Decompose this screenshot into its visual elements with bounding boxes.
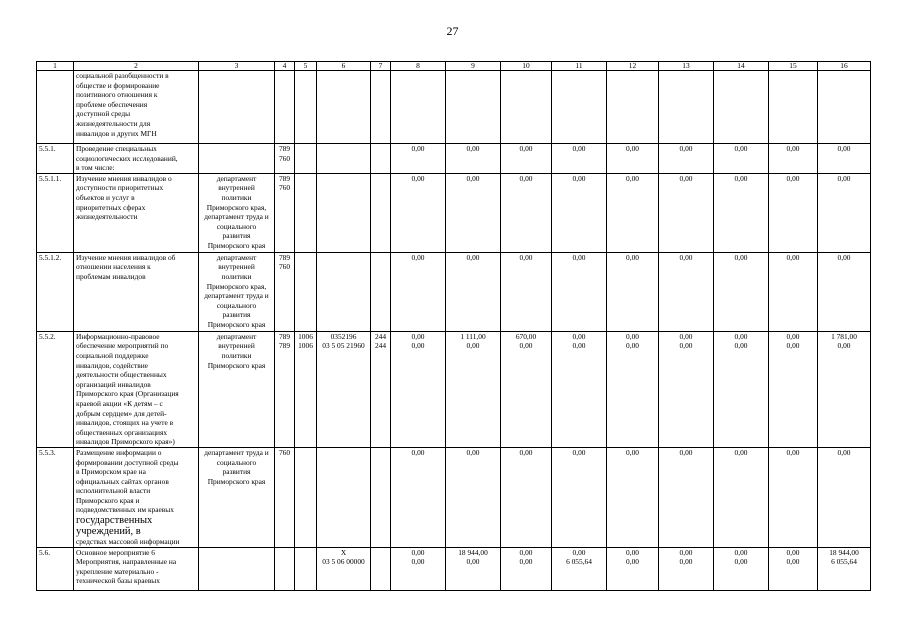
cell-line: 0,00 bbox=[411, 547, 425, 557]
cell-line: 0,00 bbox=[837, 173, 851, 183]
cell-line: 0,00 bbox=[519, 341, 533, 351]
cell-line: 789 bbox=[278, 144, 291, 153]
cell-line: объектов и услуг в bbox=[76, 192, 135, 202]
amount-cell bbox=[769, 71, 818, 144]
cell-line: социальной разобщенности в bbox=[76, 71, 169, 80]
cell-line: 0,00 bbox=[519, 252, 533, 262]
cell-line: 0,00 bbox=[572, 144, 586, 153]
cell-line: Приморского края (Организация bbox=[76, 389, 179, 399]
column-header: 15 bbox=[769, 62, 818, 71]
cell-line: 789 bbox=[278, 331, 291, 341]
amount-cell bbox=[391, 173, 446, 252]
cell-line: 0,00 bbox=[519, 447, 533, 457]
cell-line: проблеме обеспечения bbox=[76, 99, 148, 109]
cell-line: 0,00 bbox=[411, 144, 425, 153]
column-header: 3 bbox=[199, 62, 275, 71]
cell-line: политики bbox=[221, 271, 252, 281]
amount-cell bbox=[607, 252, 659, 331]
cell-line: 03 5 06 00000 bbox=[322, 557, 365, 567]
cell-line: краевой акции «К детям – с bbox=[76, 398, 163, 408]
amount-cell bbox=[818, 144, 871, 174]
amount-cell bbox=[769, 252, 818, 331]
cell-line: 18 944,00 bbox=[458, 547, 488, 557]
cell-line: 0,00 bbox=[411, 447, 425, 457]
row-number: 5.5.1.1. bbox=[37, 173, 74, 252]
amount-cell bbox=[769, 173, 818, 252]
cell-line: обеспечение мероприятий по bbox=[76, 341, 169, 351]
amount-cell bbox=[714, 447, 769, 547]
cell-line: инвалидов Приморского края») bbox=[76, 437, 175, 447]
activity-name bbox=[74, 71, 199, 144]
cell-line: доступной среды bbox=[76, 109, 131, 119]
cell-line: 0,00 bbox=[679, 331, 693, 341]
table-row bbox=[37, 71, 871, 144]
cell-line: организаций инвалидов bbox=[76, 379, 151, 389]
amount-cell bbox=[769, 447, 818, 547]
amount-cell bbox=[552, 547, 607, 590]
amount-cell bbox=[818, 252, 871, 331]
cell-line: позитивного отношения к bbox=[76, 90, 158, 100]
cell-line: 0,00 bbox=[411, 341, 425, 351]
target-article-code bbox=[317, 71, 371, 144]
activity-name bbox=[74, 547, 199, 590]
section-code bbox=[295, 173, 317, 252]
cell-line: 0,00 bbox=[734, 557, 748, 567]
budget-code-gr bbox=[275, 447, 295, 547]
cell-line: 0,00 bbox=[466, 144, 480, 153]
row-number: 5.5.1.2. bbox=[37, 252, 74, 331]
amount-cell bbox=[659, 173, 714, 252]
cell-line: Мероприятия, направленные на bbox=[76, 557, 177, 567]
cell-line: 0,00 bbox=[626, 252, 639, 262]
amount-cell bbox=[552, 447, 607, 547]
cell-line: внутренней bbox=[218, 183, 255, 193]
activity-name bbox=[74, 173, 199, 252]
cell-line: Приморского края bbox=[207, 240, 266, 250]
cell-line: 18 944,00 bbox=[829, 547, 859, 557]
amount-cell bbox=[818, 331, 871, 447]
cell-line: технической базы краевых bbox=[76, 576, 160, 586]
amount-cell bbox=[391, 144, 446, 174]
cell-line: 0,00 bbox=[519, 144, 533, 153]
cell-line: 0,00 bbox=[786, 252, 800, 262]
cell-line: развития bbox=[222, 231, 251, 241]
amount-cell bbox=[446, 547, 501, 590]
column-header: 16 bbox=[818, 62, 871, 71]
cell-line: Приморского края и bbox=[76, 495, 140, 505]
row-number: 5.5.3. bbox=[37, 447, 74, 547]
amount-cell bbox=[714, 144, 769, 174]
amount-cell bbox=[607, 331, 659, 447]
responsible-executor bbox=[199, 71, 275, 144]
amount-cell bbox=[769, 144, 818, 174]
cell-line: 244 bbox=[374, 331, 387, 341]
table-row bbox=[37, 252, 871, 331]
expense-type-code bbox=[371, 547, 391, 590]
cell-line: 0,00 bbox=[679, 173, 693, 183]
cell-line: 1 781,00 bbox=[831, 331, 857, 341]
target-article-code bbox=[317, 447, 371, 547]
column-header: 2 bbox=[74, 62, 199, 71]
amount-cell bbox=[501, 447, 552, 547]
cell-line: 0,00 bbox=[679, 547, 693, 557]
section-code bbox=[295, 144, 317, 174]
row-number: 5.6. bbox=[37, 547, 74, 590]
budget-code-gr bbox=[275, 252, 295, 331]
cell-line: 0,00 bbox=[679, 447, 693, 457]
cell-line: 760 bbox=[278, 447, 291, 457]
cell-line: 0,00 bbox=[626, 547, 639, 557]
cell-line: формировании доступной среды bbox=[76, 457, 179, 467]
cell-line: 0,00 bbox=[572, 331, 586, 341]
cell-line: департамент bbox=[216, 252, 257, 262]
amount-cell bbox=[714, 252, 769, 331]
expense-type-code bbox=[371, 331, 391, 447]
cell-line: обществе и формирование bbox=[76, 80, 160, 90]
table-row bbox=[37, 144, 871, 174]
cell-line: Изучение мнения инвалидов о bbox=[76, 173, 172, 183]
amount-cell bbox=[446, 144, 501, 174]
row-number bbox=[37, 71, 74, 144]
amount-cell bbox=[659, 252, 714, 331]
amount-cell bbox=[391, 447, 446, 547]
amount-cell bbox=[552, 144, 607, 174]
cell-line: государственных учреждений, в bbox=[76, 515, 153, 538]
cell-line: Приморского края bbox=[207, 319, 266, 329]
cell-line: средствах массовой информации bbox=[76, 537, 180, 547]
cell-line: 0,00 bbox=[411, 252, 425, 262]
cell-line: 0,00 bbox=[572, 252, 586, 262]
cell-line: приоритетных сферах bbox=[76, 202, 146, 212]
amount-cell bbox=[714, 173, 769, 252]
cell-line: Проведение специальных bbox=[76, 144, 157, 153]
cell-line: Приморского края bbox=[207, 476, 266, 486]
cell-line: Приморского края, bbox=[206, 281, 267, 291]
responsible-executor bbox=[199, 447, 275, 547]
amount-cell bbox=[501, 331, 552, 447]
column-header: 4 bbox=[275, 62, 295, 71]
column-header: 9 bbox=[446, 62, 501, 71]
amount-cell bbox=[501, 252, 552, 331]
cell-line: X bbox=[340, 547, 347, 557]
cell-line: 0,00 bbox=[679, 557, 693, 567]
activity-name bbox=[74, 252, 199, 331]
cell-line: Информационно-правовое bbox=[76, 331, 160, 341]
cell-line: 0,00 bbox=[837, 144, 851, 153]
amount-cell bbox=[659, 71, 714, 144]
cell-line: социального bbox=[216, 457, 257, 467]
budget-code-gr bbox=[275, 547, 295, 590]
expense-type-code bbox=[371, 144, 391, 174]
amount-cell bbox=[552, 71, 607, 144]
cell-line: официальных сайтах органов bbox=[76, 476, 169, 486]
amount-cell bbox=[659, 331, 714, 447]
amount-cell bbox=[446, 252, 501, 331]
target-article-code bbox=[317, 547, 371, 590]
cell-line: 03 5 05 21960 bbox=[322, 341, 365, 351]
section-code bbox=[295, 547, 317, 590]
cell-line: 0,00 bbox=[679, 341, 693, 351]
amount-cell bbox=[391, 331, 446, 447]
amount-cell bbox=[446, 173, 501, 252]
amount-cell bbox=[769, 547, 818, 590]
cell-line: 0,00 bbox=[572, 547, 586, 557]
cell-line: 0,00 bbox=[786, 144, 800, 153]
column-header: 14 bbox=[714, 62, 769, 71]
amount-cell bbox=[446, 331, 501, 447]
section-code bbox=[295, 331, 317, 447]
cell-line: политики bbox=[221, 350, 252, 360]
cell-line: 1 111,00 bbox=[460, 331, 486, 341]
amount-cell bbox=[818, 71, 871, 144]
cell-line: инвалидов, стоящих на учете в bbox=[76, 418, 174, 428]
responsible-executor bbox=[199, 547, 275, 590]
amount-cell bbox=[552, 331, 607, 447]
cell-line: доступности приоритетных bbox=[76, 183, 164, 193]
expense-type-code bbox=[371, 447, 391, 547]
cell-line: 760 bbox=[278, 183, 291, 193]
cell-line: 0,00 bbox=[626, 173, 639, 183]
cell-line: 0,00 bbox=[786, 173, 800, 183]
cell-line: социальной поддержке bbox=[76, 350, 149, 360]
cell-line: 0,00 bbox=[679, 252, 693, 262]
activity-name bbox=[74, 331, 199, 447]
cell-line: 0,00 bbox=[837, 252, 851, 262]
column-header: 10 bbox=[501, 62, 552, 71]
amount-cell bbox=[446, 447, 501, 547]
amount-cell bbox=[552, 252, 607, 331]
cell-line: 0,00 bbox=[466, 252, 480, 262]
cell-line: 0,00 bbox=[626, 557, 639, 567]
cell-line: 0,00 bbox=[626, 331, 639, 341]
cell-line: 244 bbox=[374, 341, 387, 351]
responsible-executor bbox=[199, 331, 275, 447]
cell-line: департамент bbox=[216, 331, 257, 341]
cell-line: 0,00 bbox=[734, 331, 748, 341]
cell-line: 0,00 bbox=[734, 173, 748, 183]
cell-line: исполнительной власти bbox=[76, 486, 151, 496]
cell-line: 0,00 bbox=[466, 173, 480, 183]
cell-line: в том числе: bbox=[76, 163, 115, 173]
amount-cell bbox=[769, 331, 818, 447]
activity-name bbox=[74, 144, 199, 174]
cell-line: 0,00 bbox=[786, 447, 800, 457]
amount-cell bbox=[501, 547, 552, 590]
cell-line: департамент труда и bbox=[204, 212, 269, 222]
cell-line: Приморского края, bbox=[206, 202, 267, 212]
cell-line: развития bbox=[222, 467, 251, 477]
cell-line: 0,00 bbox=[519, 557, 533, 567]
cell-line: 6 055,64 bbox=[831, 557, 857, 567]
cell-line: Изучение мнения инвалидов об bbox=[76, 252, 176, 262]
column-header: 1 bbox=[37, 62, 74, 71]
amount-cell bbox=[714, 331, 769, 447]
amount-cell bbox=[659, 547, 714, 590]
cell-line: проблемам инвалидов bbox=[76, 271, 146, 281]
cell-line: 0,00 bbox=[572, 341, 586, 351]
cell-line: 0,00 bbox=[572, 173, 586, 183]
cell-line: социального bbox=[216, 221, 257, 231]
row-number: 5.5.1. bbox=[37, 144, 74, 174]
cell-line: социологических исследований, bbox=[76, 153, 178, 163]
cell-line: 0,00 bbox=[837, 447, 851, 457]
cell-line: в Приморском крае на bbox=[76, 467, 146, 477]
program-table bbox=[36, 61, 871, 591]
amount-cell bbox=[391, 252, 446, 331]
cell-line: Приморского края bbox=[207, 360, 266, 370]
cell-line: 0,00 bbox=[734, 252, 748, 262]
table-row bbox=[37, 547, 871, 590]
section-code bbox=[295, 447, 317, 547]
amount-cell bbox=[818, 173, 871, 252]
header-row bbox=[37, 62, 871, 71]
cell-line: 0,00 bbox=[411, 557, 425, 567]
cell-line: 0,00 bbox=[466, 557, 480, 567]
cell-line: политики bbox=[221, 192, 252, 202]
cell-line: департамент труда и bbox=[204, 447, 269, 457]
column-header: 7 bbox=[371, 62, 391, 71]
cell-line: 760 bbox=[278, 262, 291, 272]
table-row bbox=[37, 331, 871, 447]
amount-cell bbox=[818, 547, 871, 590]
responsible-executor bbox=[199, 144, 275, 174]
amount-cell bbox=[714, 547, 769, 590]
amount-cell bbox=[446, 71, 501, 144]
cell-line: 789 bbox=[278, 341, 291, 351]
cell-line: департамент труда и bbox=[204, 291, 269, 301]
cell-line: инвалидов, содействие bbox=[76, 360, 148, 370]
responsible-executor bbox=[199, 252, 275, 331]
budget-code-gr bbox=[275, 173, 295, 252]
cell-line: 0,00 bbox=[734, 144, 748, 153]
cell-line: 1006 bbox=[298, 331, 313, 341]
amount-cell bbox=[607, 173, 659, 252]
budget-code-gr bbox=[275, 71, 295, 144]
expense-type-code bbox=[371, 252, 391, 331]
amount-cell bbox=[607, 447, 659, 547]
target-article-code bbox=[317, 252, 371, 331]
responsible-executor bbox=[199, 173, 275, 252]
cell-line: 0,00 bbox=[626, 447, 639, 457]
activity-name bbox=[74, 447, 199, 547]
cell-line: 0,00 bbox=[786, 341, 800, 351]
cell-line: внутренней bbox=[218, 341, 255, 351]
cell-line: 0,00 bbox=[786, 331, 800, 341]
cell-line: 0,00 bbox=[734, 547, 748, 557]
cell-line: 0,00 bbox=[734, 447, 748, 457]
target-article-code bbox=[317, 331, 371, 447]
amount-cell bbox=[607, 71, 659, 144]
cell-line: подведомственных им краевых bbox=[76, 505, 174, 515]
cell-line: 0,00 bbox=[786, 547, 800, 557]
amount-cell bbox=[501, 144, 552, 174]
amount-cell bbox=[552, 173, 607, 252]
column-header: 5 bbox=[295, 62, 317, 71]
amount-cell bbox=[607, 547, 659, 590]
cell-line: Основное мероприятие 6 bbox=[76, 547, 155, 557]
expense-type-code bbox=[371, 71, 391, 144]
page-number: 27 bbox=[446, 24, 459, 38]
cell-line: жизнедеятельности для bbox=[76, 118, 151, 128]
budget-code-gr bbox=[275, 331, 295, 447]
table-row bbox=[37, 173, 871, 252]
expense-type-code bbox=[371, 173, 391, 252]
cell-line: 760 bbox=[278, 153, 291, 163]
cell-line: социального bbox=[216, 300, 257, 310]
cell-line: 0,00 bbox=[411, 173, 425, 183]
cell-line: 0352196 bbox=[330, 331, 357, 341]
amount-cell bbox=[659, 447, 714, 547]
cell-line: 0,00 bbox=[626, 144, 639, 153]
cell-line: департамент bbox=[216, 173, 257, 183]
cell-line: общественных организациях bbox=[76, 427, 168, 437]
cell-line: 0,00 bbox=[679, 144, 693, 153]
amount-cell bbox=[659, 144, 714, 174]
cell-line: 0,00 bbox=[734, 341, 748, 351]
target-article-code bbox=[317, 144, 371, 174]
cell-line: деятельности общественных bbox=[76, 370, 167, 380]
cell-line: жизнедеятельности bbox=[76, 212, 138, 222]
column-header: 11 bbox=[552, 62, 607, 71]
section-code bbox=[295, 252, 317, 331]
cell-line: 789 bbox=[278, 173, 291, 183]
cell-line: укрепление материально - bbox=[76, 566, 159, 576]
amount-cell bbox=[391, 71, 446, 144]
cell-line: 0,00 bbox=[466, 447, 480, 457]
cell-line: 1006 bbox=[298, 341, 313, 351]
cell-line: 0,00 bbox=[519, 547, 533, 557]
column-header: 13 bbox=[659, 62, 714, 71]
cell-line: 0,00 bbox=[837, 341, 851, 351]
cell-line: развития bbox=[222, 310, 251, 320]
cell-line: 0,00 bbox=[411, 331, 425, 341]
amount-cell bbox=[818, 447, 871, 547]
cell-line: 0,00 bbox=[572, 447, 586, 457]
cell-line: 0,00 bbox=[519, 173, 533, 183]
cell-line: 670,00 bbox=[515, 331, 537, 341]
cell-line: Размещение информации о bbox=[76, 447, 162, 457]
cell-line: 789 bbox=[278, 252, 291, 262]
cell-line: 0,00 bbox=[466, 341, 480, 351]
amount-cell bbox=[501, 173, 552, 252]
column-header: 12 bbox=[607, 62, 659, 71]
budget-code-gr bbox=[275, 144, 295, 174]
amount-cell bbox=[391, 547, 446, 590]
cell-line: 0,00 bbox=[786, 557, 800, 567]
amount-cell bbox=[607, 144, 659, 174]
column-header: 8 bbox=[391, 62, 446, 71]
amount-cell bbox=[501, 71, 552, 144]
cell-line: добрым сердцем» для детей- bbox=[76, 408, 167, 418]
column-header: 6 bbox=[317, 62, 371, 71]
cell-line: инвалидов и других МГН bbox=[76, 128, 157, 138]
target-article-code bbox=[317, 173, 371, 252]
cell-line: внутренней bbox=[218, 262, 255, 272]
amount-cell bbox=[714, 71, 769, 144]
cell-line: 0,00 bbox=[626, 341, 639, 351]
table-row bbox=[37, 447, 871, 547]
section-code bbox=[295, 71, 317, 144]
cell-line: отношении населения к bbox=[76, 262, 151, 272]
row-number: 5.5.2. bbox=[37, 331, 74, 447]
cell-line: 6 055,64 bbox=[566, 557, 592, 567]
